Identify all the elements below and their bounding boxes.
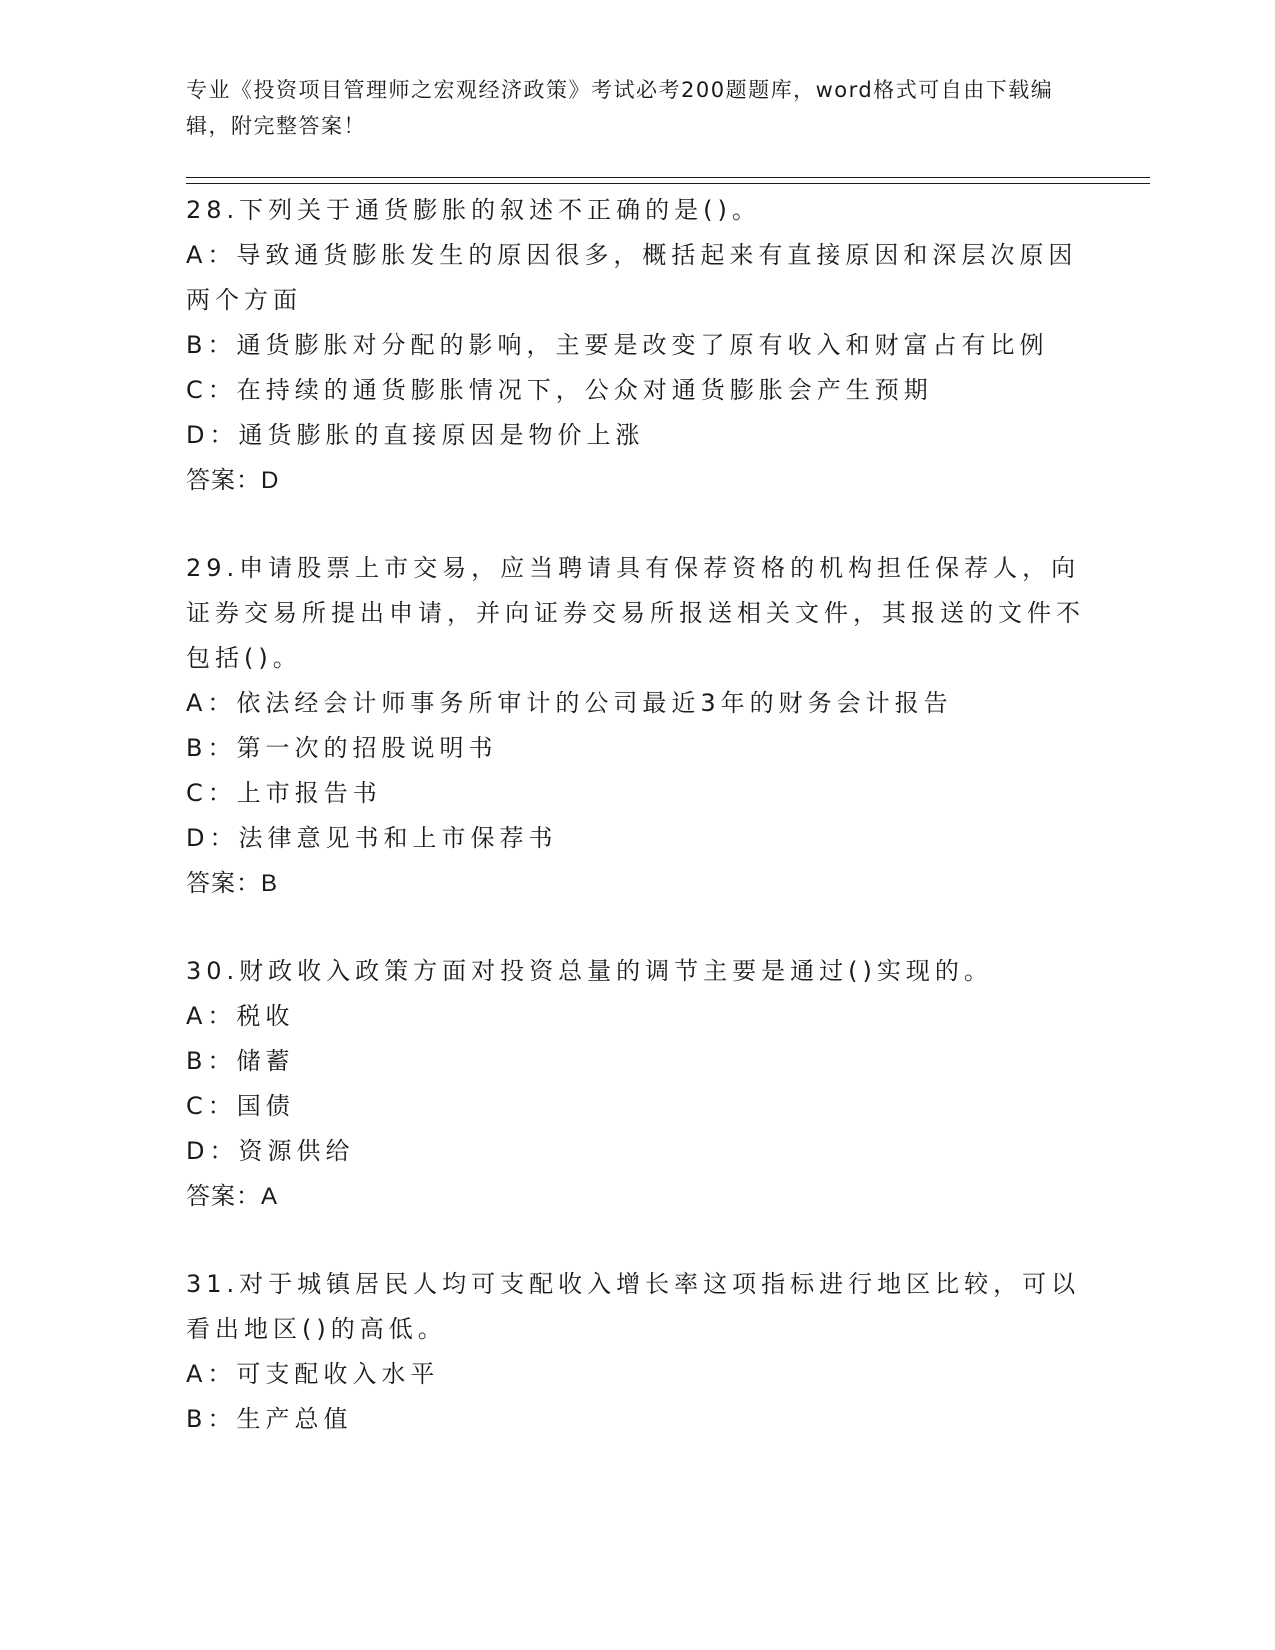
option-c: C：上市报告书 <box>186 779 382 807</box>
answer: 答案：D <box>186 467 280 494</box>
option-a: A：可支配收入水平 <box>186 1360 440 1388</box>
question-stem: 30.财政收入政策方面对投资总量的调节主要是通过()实现的。 <box>186 957 993 985</box>
option-d: D：通货膨胀的直接原因是物价上涨 <box>186 421 645 449</box>
option-c: C：在持续的通货膨胀情况下，公众对通货膨胀会产生预期 <box>186 376 933 404</box>
option-d: D：法律意见书和上市保荐书 <box>186 824 558 852</box>
option-d: D：资源供给 <box>186 1137 355 1165</box>
header-rule-bottom <box>186 183 1150 184</box>
question-list <box>186 188 1086 1485</box>
page-header <box>186 72 1066 144</box>
question-stem: 28.下列关于通货膨胀的叙述不正确的是()。 <box>186 196 761 224</box>
answer: 答案：A <box>186 1183 279 1210</box>
option-a: A：税收 <box>186 1002 295 1030</box>
header-text: 专业《投资项目管理师之宏观经济政策》考试必考200题题库，word格式可自由下载编辑，附完整答案！ <box>186 78 1054 138</box>
question-29 <box>186 546 1086 906</box>
option-b: B：第一次的招股说明书 <box>186 734 498 762</box>
option-a: A：导致通货膨胀发生的原因很多，概括起来有直接原因和深层次原因两个方面 <box>186 241 1078 314</box>
question-30 <box>186 949 1086 1219</box>
question-stem: 31.对于城镇居民人均可支配收入增长率这项指标进行地区比较，可以看出地区()的高低。 <box>186 1270 1081 1343</box>
question-stem: 29.申请股票上市交易，应当聘请具有保荐资格的机构担任保荐人，向证券交易所提出申请，并向证券交易所报送相关文件，其报送的文件不包括()。 <box>186 554 1085 672</box>
option-b: B：储蓄 <box>186 1047 295 1075</box>
header-rule-top <box>186 177 1150 178</box>
question-28 <box>186 188 1086 503</box>
question-31 <box>186 1262 1086 1442</box>
option-b: B：生产总值 <box>186 1405 353 1433</box>
option-b: B：通货膨胀对分配的影响，主要是改变了原有收入和财富占有比例 <box>186 331 1049 359</box>
option-c: C：国债 <box>186 1092 295 1120</box>
answer: 答案：B <box>186 870 279 897</box>
option-a: A：依法经会计师事务所审计的公司最近3年的财务会计报告 <box>186 689 953 717</box>
